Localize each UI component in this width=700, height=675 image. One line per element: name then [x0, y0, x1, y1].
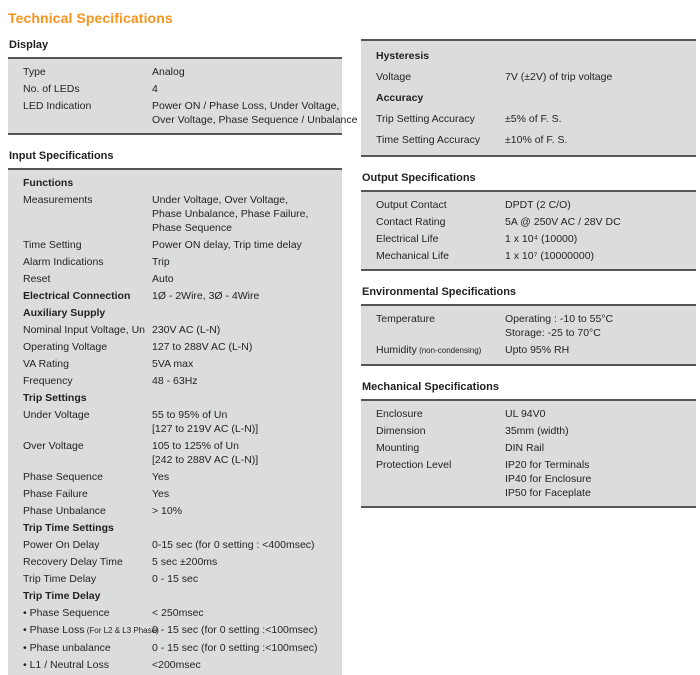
spec-value [152, 357, 342, 371]
spec-label: Protection Level [376, 458, 452, 471]
spec-label: Recovery Delay Time [23, 555, 123, 568]
spec-value-line: 0-15 sec (for 0 setting : <400msec) [152, 538, 315, 551]
spec-label: Measurements [23, 193, 93, 206]
spec-row [8, 437, 342, 468]
spec-value [152, 289, 342, 303]
spec-value-line: Power ON delay, Trip time delay [152, 238, 302, 251]
spec-label: Power On Delay [23, 538, 100, 551]
spec-row [361, 87, 696, 108]
spec-value-line: DPDT (2 C/O) [505, 198, 571, 211]
spec-row [361, 129, 696, 150]
spec-row [361, 405, 696, 422]
spec-row [8, 97, 358, 128]
spec-value [505, 249, 696, 263]
spec-table [361, 39, 696, 157]
spec-label: Dimension [376, 424, 426, 437]
spec-row [361, 341, 696, 359]
spec-label: Under Voltage [23, 408, 90, 421]
spec-value-line: Auto [152, 272, 174, 285]
spec-label: No. of LEDs [23, 82, 80, 95]
spec-row [8, 621, 342, 639]
spec-row [361, 439, 696, 456]
spec-row [8, 406, 342, 437]
spec-value-line: IP40 for Enclosure [505, 472, 592, 485]
spec-label: Output Contact [376, 198, 447, 211]
spec-value-line: 127 to 288V AC (L-N) [152, 340, 253, 353]
spec-value [505, 232, 696, 246]
spec-value-line: Analog [152, 65, 185, 78]
section-heading: Output Specifications [362, 172, 476, 184]
spec-value-line: ±10% of F. S. [505, 133, 568, 146]
spec-value [505, 441, 696, 455]
spec-table [8, 57, 358, 135]
spec-value-line: IP20 for Terminals [505, 458, 590, 471]
spec-label: Trip Setting Accuracy [376, 112, 475, 125]
spec-label: Trip Time Delay [23, 589, 101, 602]
spec-row [361, 456, 696, 501]
spec-value [152, 658, 342, 672]
spec-row [8, 485, 342, 502]
spec-row [8, 389, 342, 406]
spec-row [8, 321, 342, 338]
spec-label: Functions [23, 176, 74, 189]
spec-label: Electrical Life [376, 232, 439, 245]
spec-value [505, 198, 696, 212]
spec-value [152, 340, 342, 354]
spec-value-line: Storage: -25 to 70°C [505, 326, 601, 339]
spec-columns [8, 30, 696, 675]
spec-row [8, 468, 342, 485]
spec-label: Trip Time Settings [23, 521, 114, 534]
spec-value-line: 7V (±2V) of trip voltage [505, 70, 613, 83]
spec-value [505, 424, 696, 438]
spec-value-line: DIN Rail [505, 441, 545, 454]
spec-value [152, 623, 342, 638]
spec-value-line: > 10% [152, 504, 183, 517]
spec-row [8, 536, 342, 553]
spec-value [505, 112, 696, 126]
spec-label: Phase Sequence [23, 470, 103, 483]
spec-row [8, 236, 342, 253]
section-heading: Input Specifications [9, 150, 114, 162]
spec-row [8, 270, 342, 287]
spec-table [361, 399, 696, 508]
spec-value [152, 323, 342, 337]
spec-value-line: Phase Unbalance, Phase Failure, [152, 207, 309, 220]
spec-label: Alarm Indications [23, 255, 104, 268]
spec-label: Phase Unbalance [23, 504, 106, 517]
page-title: Technical Specifications [8, 10, 173, 26]
spec-value [505, 70, 696, 84]
spec-section [361, 381, 696, 508]
spec-value [152, 193, 342, 235]
spec-value-line: UL 94V0 [505, 407, 546, 420]
spec-label: Time Setting [23, 238, 82, 251]
spec-row [361, 108, 696, 129]
spec-value-line: 5A @ 250V AC / 28V DC [505, 215, 621, 228]
spec-row [8, 519, 342, 536]
spec-label: Voltage [376, 70, 412, 83]
spec-row [8, 174, 342, 191]
spec-value-line: 105 to 125% of Un [152, 439, 239, 452]
spec-value [152, 99, 359, 127]
spec-label: Trip Settings [23, 391, 87, 404]
spec-row [8, 604, 342, 621]
spec-value-line: 35mm (width) [505, 424, 569, 437]
spec-label: Reset [23, 272, 51, 285]
spec-row [8, 639, 342, 656]
spec-value-line: Yes [152, 470, 170, 483]
spec-value-line: Over Voltage, Phase Sequence / Unbalance [152, 113, 358, 126]
spec-label: Mechanical Life [376, 249, 449, 262]
spec-label: • Phase Loss (For L2 & L3 Phase) [23, 623, 159, 636]
spec-value-line: Yes [152, 487, 170, 500]
spec-label: LED Indication [23, 99, 92, 112]
spec-value-line: 55 to 95% of Un [152, 408, 228, 421]
spec-value [152, 555, 342, 569]
spec-value-line: 48 - 63Hz [152, 374, 198, 387]
spec-row [361, 196, 696, 213]
spec-value [505, 458, 696, 500]
spec-label: Electrical Connection [23, 289, 131, 302]
spec-row [8, 338, 342, 355]
spec-row [361, 247, 696, 264]
spec-value [152, 374, 342, 388]
spec-value-line: 5VA max [152, 357, 194, 370]
spec-value-line: 230V AC (L-N) [152, 323, 221, 336]
section-heading: Environmental Specifications [362, 286, 517, 298]
spec-row [361, 45, 696, 66]
spec-row [8, 80, 342, 97]
spec-value-line: Power ON / Phase Loss, Under Voltage, [152, 99, 340, 112]
spec-row [8, 253, 342, 270]
spec-value-line: IP50 for Faceplate [505, 486, 591, 499]
spec-value [505, 312, 696, 340]
spec-value-line: 0 - 15 sec [152, 572, 199, 585]
spec-value [152, 255, 342, 269]
spec-value [152, 487, 342, 501]
spec-label: Humidity (non-condensing) [376, 343, 482, 356]
spec-section [8, 150, 342, 675]
spec-value [152, 238, 342, 252]
spec-label-note: (For L2 & L3 Phase) [84, 625, 159, 635]
spec-value-line: <200msec [152, 658, 201, 671]
spec-value [152, 470, 342, 484]
spec-value-line: [242 to 288V AC (L-N)] [152, 453, 259, 466]
spec-table [361, 190, 696, 271]
spec-label: • Phase Sequence [23, 606, 110, 619]
spec-label-note: (non-condensing) [416, 345, 482, 355]
spec-label: Accuracy [376, 91, 424, 104]
spec-value [152, 641, 342, 655]
spec-value-line: Phase Sequence [152, 221, 232, 234]
spec-row [8, 372, 342, 389]
spec-value-line: 0 - 15 sec (for 0 setting :<100msec) [152, 623, 318, 636]
spec-row [8, 304, 342, 321]
column-right [361, 30, 696, 508]
spec-value-line: < 250msec [152, 606, 204, 619]
spec-value-line: ±5% of F. S. [505, 112, 562, 125]
spec-value [152, 272, 342, 286]
spec-label: Enclosure [376, 407, 423, 420]
spec-value [505, 215, 696, 229]
spec-value-line: 4 [152, 82, 158, 95]
spec-label: Nominal Input Voltage, Un [23, 323, 145, 336]
spec-value-line: 1 x 10⁴ (10000) [505, 232, 578, 245]
spec-value-line: 5 sec ±200ms [152, 555, 218, 568]
spec-value-line: [127 to 219V AC (L-N)] [152, 422, 259, 435]
spec-section [361, 39, 696, 157]
spec-row [8, 570, 342, 587]
spec-label: Frequency [23, 374, 73, 387]
spec-section [361, 286, 696, 366]
spec-value [152, 65, 342, 79]
spec-row [361, 310, 696, 341]
spec-value [152, 538, 342, 552]
spec-row [8, 587, 342, 604]
spec-label: Phase Failure [23, 487, 88, 500]
spec-value [152, 439, 342, 467]
spec-row [8, 355, 342, 372]
spec-value [152, 606, 342, 620]
spec-value [505, 343, 696, 358]
spec-value-line: Under Voltage, Over Voltage, [152, 193, 289, 206]
spec-row [361, 422, 696, 439]
spec-label: Hysteresis [376, 49, 430, 62]
spec-row [8, 502, 342, 519]
spec-table [8, 168, 342, 675]
spec-value-line: Operating : -10 to 55°C [505, 312, 614, 325]
spec-value-line: Trip [152, 255, 170, 268]
spec-label: Contact Rating [376, 215, 446, 228]
spec-row [361, 66, 696, 87]
spec-label: Operating Voltage [23, 340, 108, 353]
spec-value [152, 504, 342, 518]
spec-row [8, 553, 342, 570]
spec-section [361, 172, 696, 271]
spec-label: Time Setting Accuracy [376, 133, 481, 146]
spec-row [8, 191, 342, 236]
spec-label: VA Rating [23, 357, 69, 370]
spec-label: Mounting [376, 441, 420, 454]
spec-row [8, 63, 342, 80]
spec-value-line: 0 - 15 sec (for 0 setting :<100msec) [152, 641, 318, 654]
spec-table [361, 304, 696, 366]
spec-value-line: 1Ø - 2Wire, 3Ø - 4Wire [152, 289, 260, 302]
spec-value [505, 133, 696, 147]
spec-value [152, 82, 342, 96]
spec-label: • L1 / Neutral Loss [23, 658, 109, 671]
spec-label: Temperature [376, 312, 435, 325]
spec-label: Trip Time Delay [23, 572, 97, 585]
spec-value-line: Upto 95% RH [505, 343, 570, 356]
spec-value-line: 1 x 10⁷ (10000000) [505, 249, 595, 262]
section-heading: Display [9, 39, 49, 51]
spec-label: Type [23, 65, 46, 78]
spec-value [152, 572, 342, 586]
spec-row [361, 213, 696, 230]
spec-section [8, 39, 358, 135]
spec-row [8, 656, 342, 673]
spec-value [505, 407, 696, 421]
column-left [8, 30, 358, 675]
spec-row [8, 287, 342, 304]
spec-value [152, 408, 342, 436]
section-heading: Mechanical Specifications [362, 381, 499, 393]
spec-label: • Phase unbalance [23, 641, 111, 654]
spec-label: Auxiliary Supply [23, 306, 106, 319]
spec-row [361, 230, 696, 247]
spec-label: Over Voltage [23, 439, 84, 452]
